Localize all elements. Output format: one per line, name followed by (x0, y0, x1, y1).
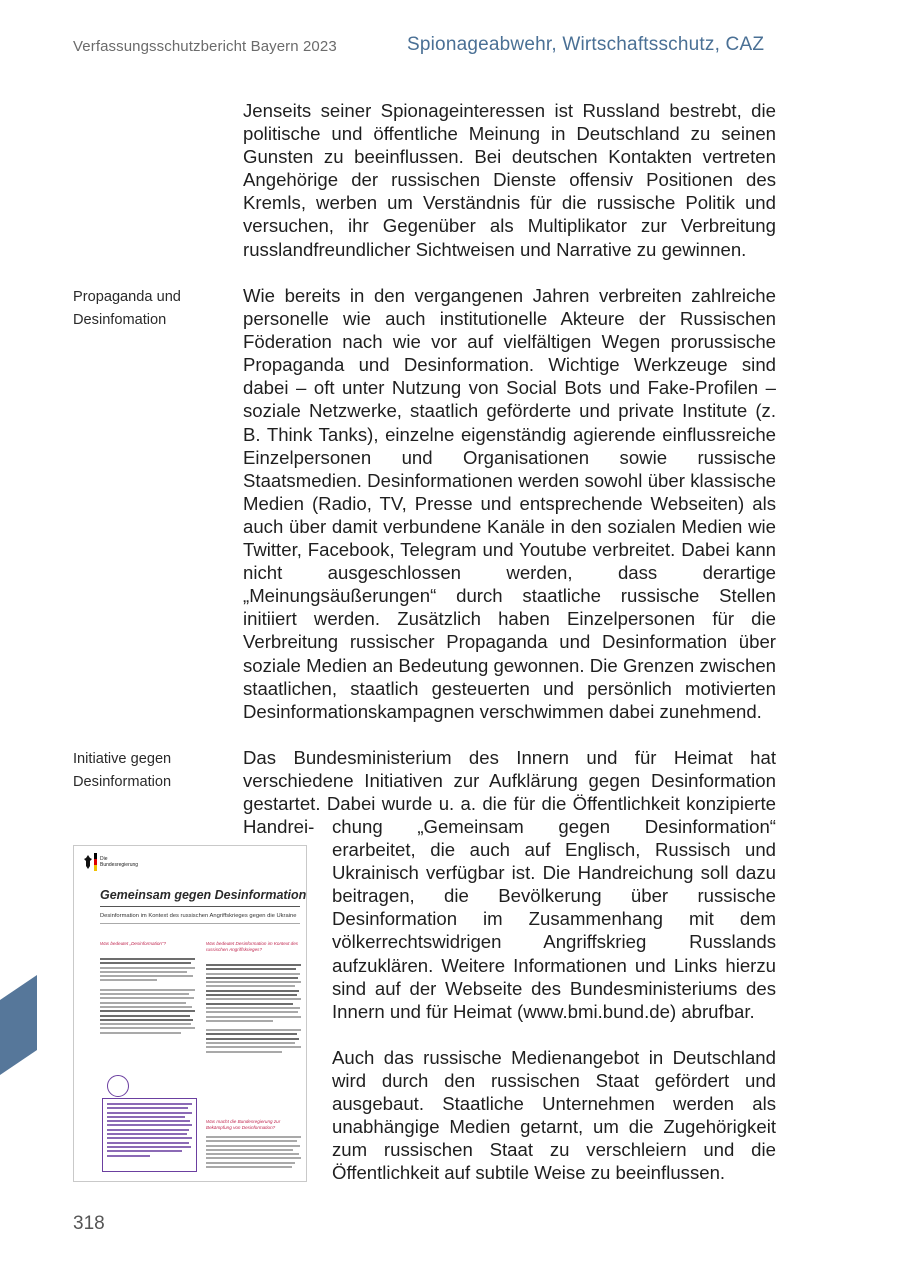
brochure-subtitle: Desinformation im Kontext des russischen Angriffskrieges gegen die Ukraine (100, 913, 297, 919)
sidenote-propaganda (73, 286, 181, 332)
org-line: Die (100, 856, 108, 862)
paragraph-initiative-start: Das Bundesministerium des Innern und für Heimat hat verschiedene Initiativen zur Aufklärung gegen Desinformation gestartet. Dabei wurde u. a. die für die Öffentlichkeit konzipierte Handrei- (243, 747, 776, 838)
bundesregierung-logo (84, 853, 174, 873)
brochure-col1-heading: Was bedeutet „Desinformation“? (100, 941, 167, 946)
running-header-left: Verfassungsschutzbericht Bayern 2023 (73, 38, 337, 55)
sidenote-line: Desinformation (73, 774, 172, 790)
brochure-col1-text (100, 958, 195, 1036)
flag-bars (94, 853, 97, 871)
org-line: Bundesregierung (100, 862, 139, 868)
brochure-col2-heading-2: Was macht die Bundesregierung zur Bekämpfung von Desinformation? (206, 1119, 281, 1130)
info-hand-icon (107, 1075, 129, 1097)
brochure-title: Gemeinsam gegen Desinformation (100, 888, 307, 902)
brochure-highlight-box (102, 1098, 197, 1172)
paragraph-medienangebot: Auch das russische Medienangebot in Deutschland wird durch den russischen Staat gefördert und ausgebaut. Staatliche Unternehmen werden als unabhängige Medien getarnt, um die Zugehörigkeit zum russischen Staat zu verschleiern und die Öffentlichkeit auf subtile Weise zu beeinflussen. (332, 1047, 776, 1184)
divider (100, 923, 300, 924)
brochure-org (100, 856, 138, 868)
sidenote-line: Initiative gegen (73, 751, 172, 767)
sidenote-line: Desinfomation (73, 312, 167, 328)
brochure-col2-text-2 (206, 1136, 301, 1170)
sidenote-line: Propaganda und (73, 289, 181, 305)
eagle-icon (84, 853, 92, 871)
running-header-right: Spionageabwehr, Wirtschaftsschutz, CAZ (407, 34, 765, 55)
brochure-col2-heading: Was bedeutet Desinformation im Kontext des russischen Angriffskrieges? (206, 941, 299, 952)
sidenote-initiative (73, 748, 171, 794)
paragraph-spionageinteressen: Jenseits seiner Spionageinteressen ist Russland bestrebt, die politische und öffentliche Meinung in Deutschland zu seinen Gunsten zu beeinflussen. Bei deutschen Kontakten vertreten Angehörige der russischen Dienste offensiv Positionen des Kremls, werben um Verständnis für die russische Politik und versuchen, ihr Gegenüber als Multiplikator zur Verbreitung russlandfreundlicher Sichtweisen und Narrative zu gewinnen. (243, 100, 776, 260)
paragraph-initiative-continued: chung „Gemeinsam gegen Desinformation“ erarbeitet, die auch auf Englisch, Russisch und Ukrainisch verfügbar ist. Die Handreichung soll dazu beitragen, die Bevölkerung über russische Desinformation im Zusammenhang mit dem völkerrechtswidrigen Angriffskrieg Russlands aufzuklären. Weitere Informationen und Links hierzu sind auf der Webseite des Bundesministeriums des Innern und für Heimat (www.bmi.bund.de) abrufbar. (332, 816, 776, 1022)
brochure-cover-image (73, 845, 307, 1182)
divider (100, 906, 300, 907)
brochure-col2-text (206, 964, 301, 1055)
page-number: 318 (73, 1213, 105, 1234)
paragraph-propaganda: Wie bereits in den vergangenen Jahren verbreiten zahlreiche personelle wie auch institutionelle Akteure der Russischen Föderation nach wie vor auf vielfältigen Wegen prorussische Propaganda und Desinformation. Wichtige Werkzeuge sind dabei – oft unter Nutzung von Social Bots und Fake-Profilen – soziale Netzwerke, staatlich geförderte und private Institute (z. B. Think Tanks), einzelne eigenständig agierende einflussreiche Einzelpersonen und Organisationen sowie russische Staatsmedien. Desinformationen werden sowohl über klassische Medien (Radio, TV, Presse und entsprechende Webseiten) als auch über damit verbundene Kanäle in den sozialen Medien wie Twitter, Facebook, Telegram und Youtube verbreitet. Dabei kann nicht ausgeschlossen werden, dass derartige „Meinungsäußerungen“ durch staatliche russische Stellen initiiert werden. Zusätzlich haben Einzelpersonen für die Verbreitung russischer Propaganda und Desinformation über soziale Medien an Bedeutung gewonnen. Die Grenzen zwischen staatlichen, staatlich gesteuerten und persönlich motivierten Desinformationskampagnen verschwimmen dabei zunehmend. (243, 285, 776, 722)
chapter-tab-marker (0, 975, 37, 1075)
